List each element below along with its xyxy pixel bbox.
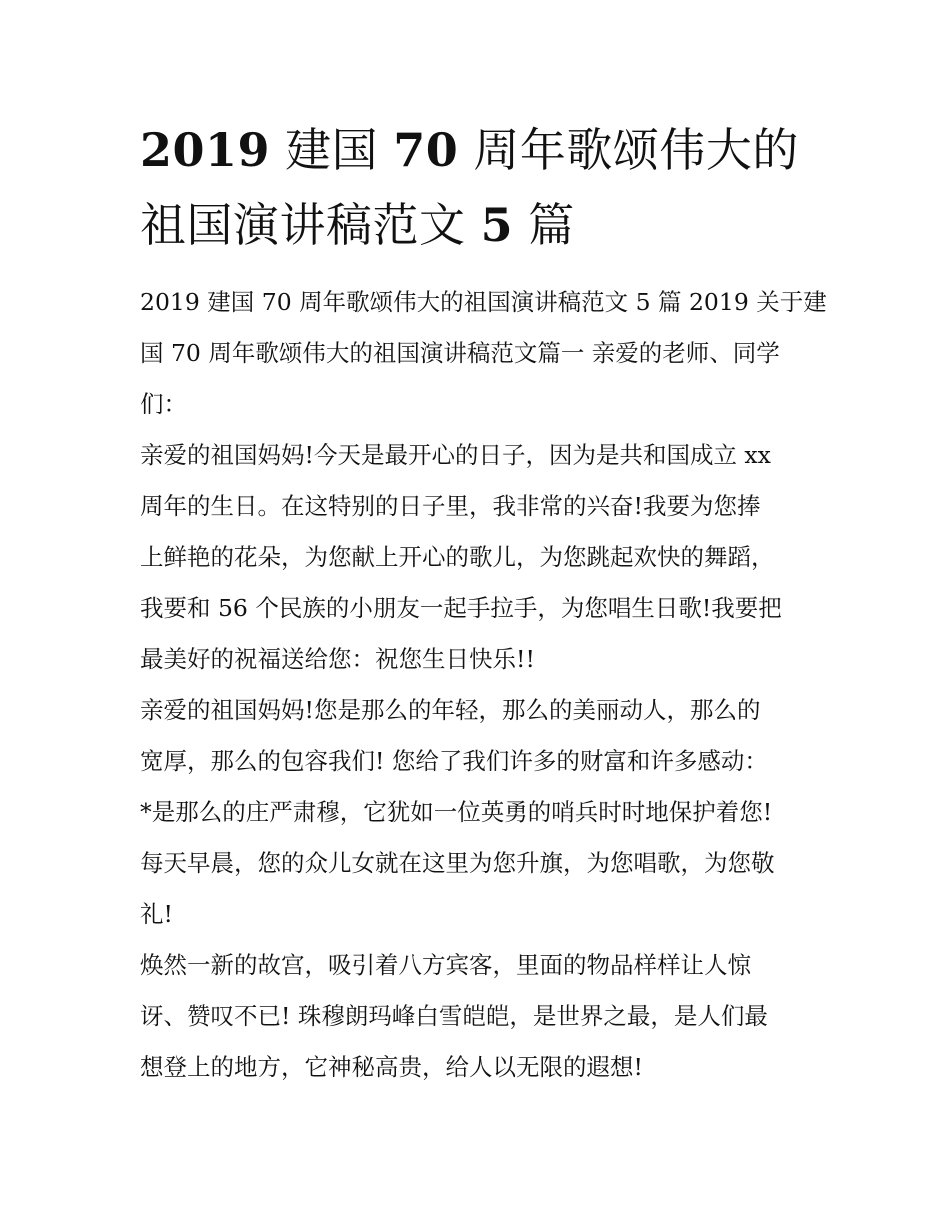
body-line: 每天早晨，您的众儿女就在这里为您升旗，为您唱歌，为您敬	[140, 849, 775, 877]
title-text: 篇	[513, 198, 575, 252]
body-line: 讶、赞叹不已! 珠穆朗玛峰白雪皑皑，是世界之最，是人们最	[140, 1002, 768, 1030]
title-line	[140, 113, 830, 188]
title-number: 5	[480, 198, 514, 252]
body-line: 国 70 周年歌颂伟大的祖国演讲稿范文篇一 亲爱的老师、同学	[140, 339, 780, 367]
document-body	[140, 277, 827, 1093]
body-line: 我要和 56 个民族的小朋友一起手拉手，为您唱生日歌!我要把	[140, 594, 782, 622]
body-line: 宽厚，那么的包容我们! 您给了我们许多的财富和许多感动：	[140, 747, 768, 775]
body-line: *是那么的庄严肃穆，它犹如一位英勇的哨兵时时地保护着您!	[140, 798, 773, 826]
body-line: 亲爱的祖国妈妈!今天是最开心的日子，因为是共和国成立 xx	[140, 441, 771, 469]
body-line: 礼!	[140, 900, 173, 928]
title-text: 建国	[270, 123, 394, 177]
title-year: 2019	[140, 123, 271, 177]
body-line: 周年的生日。在这特别的日子里，我非常的兴奋!我要为您捧	[140, 492, 761, 520]
body-line: 亲爱的祖国妈妈!您是那么的年轻，那么的美丽动人，那么的	[140, 696, 761, 724]
title-number: 70	[393, 123, 459, 177]
title-line	[140, 188, 830, 263]
body-line: 2019 建国 70 周年歌颂伟大的祖国演讲稿范文 5 篇 2019 关于建	[140, 288, 827, 316]
title-text: 祖国演讲稿范文	[140, 198, 481, 252]
body-line: 上鲜艳的花朵，为您献上开心的歌儿，为您跳起欢快的舞蹈，	[140, 543, 775, 571]
body-line: 焕然一新的故宫，吸引着八方宾客，里面的物品样样让人惊	[140, 951, 751, 979]
body-line: 想登上的地方，它神秘高贵，给人以无限的遐想!	[140, 1053, 643, 1081]
body-line: 最美好的祝福送给您：祝您生日快乐!!	[140, 645, 535, 673]
document-title	[140, 113, 830, 263]
body-line: 们：	[140, 390, 187, 418]
title-text: 周年歌颂伟大的	[458, 123, 799, 177]
